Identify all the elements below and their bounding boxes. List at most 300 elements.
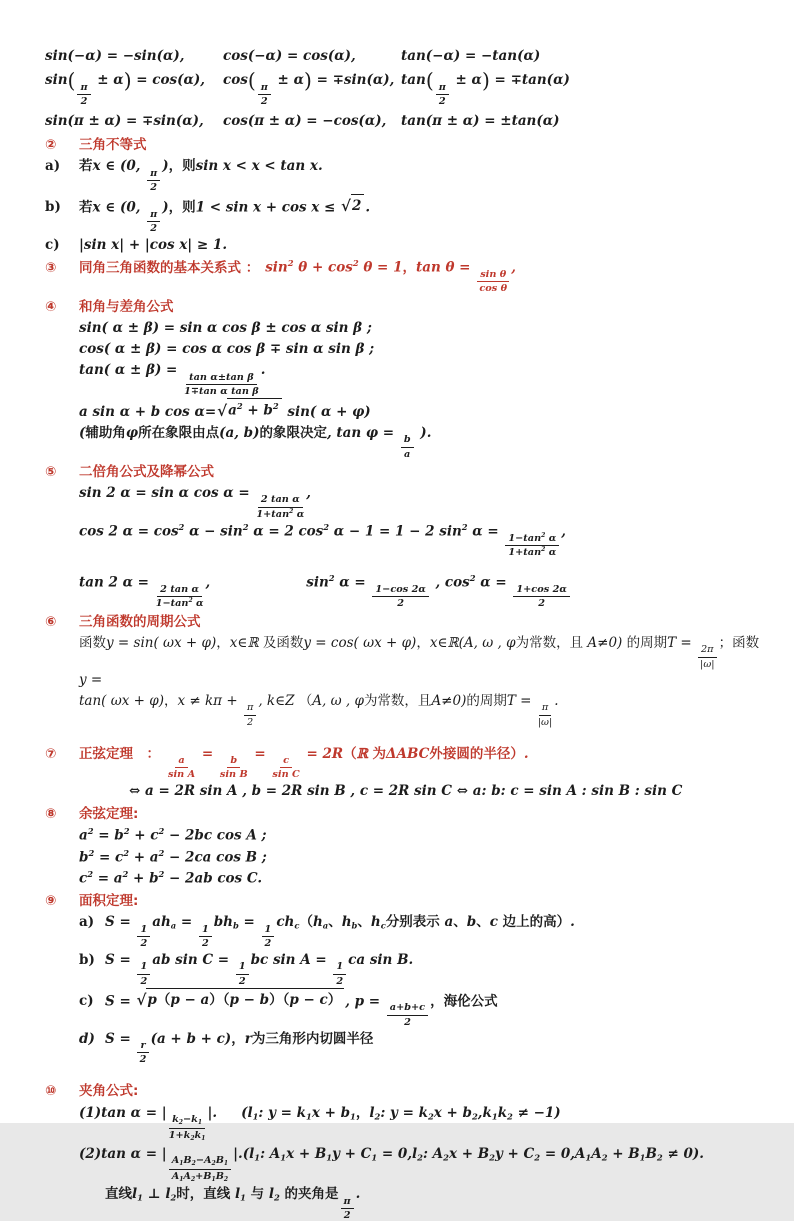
math-text: 2 tan α <box>160 584 200 596</box>
math-text: a <box>228 402 237 419</box>
math-text: sin(−α) = −sin(α), <box>45 48 185 64</box>
cjk-text: ， <box>216 635 230 652</box>
fraction <box>220 755 248 780</box>
math-text: 2 <box>443 1152 449 1163</box>
formula-line <box>45 156 764 193</box>
section-marker: ④ <box>45 298 57 315</box>
math-text: . <box>523 745 529 762</box>
math-text: 1 <box>254 1152 261 1163</box>
fraction <box>137 961 150 986</box>
math-text: 2 <box>351 198 362 215</box>
math-text: 1 <box>326 1152 333 1163</box>
math-text: x + B <box>448 1145 490 1162</box>
formula-line <box>45 235 764 255</box>
cjk-text: 的夹角是 <box>284 1186 339 1203</box>
section-body <box>79 483 764 610</box>
fraction <box>147 168 160 193</box>
math-text: sin 2 α = sin α cos α = <box>79 485 255 502</box>
math-text: 1 < sin x + cos x ≤ <box>195 199 341 216</box>
formula <box>79 633 764 690</box>
cjk-text: 若 <box>79 199 93 216</box>
math-text: 2 <box>323 521 330 532</box>
math-text: ,k <box>477 1104 492 1121</box>
section-heading <box>45 804 764 824</box>
math-text: b <box>79 849 89 866</box>
section-body <box>79 912 764 1065</box>
section-heading <box>45 1081 764 1101</box>
math-text: r <box>244 1030 252 1047</box>
cjk-text: 、 <box>357 914 371 931</box>
math-text: 2 <box>150 222 158 234</box>
fraction <box>77 82 90 107</box>
math-text: sin x < x < tan x. <box>195 158 323 175</box>
formula-line <box>79 360 764 397</box>
math-text: π <box>438 81 446 93</box>
item-label: b) <box>79 952 95 969</box>
math-text: , k∈Z <box>258 693 299 710</box>
math-text: α <box>192 598 204 610</box>
math-text: ( <box>79 425 86 442</box>
formula <box>79 572 764 609</box>
item-label: a) <box>79 914 95 931</box>
identity-formula: tan( $\frac{\pi}{2}$ ± α) = ∓tan(α) <box>401 68 570 107</box>
fraction <box>137 1040 148 1065</box>
math-text: S = <box>105 914 136 931</box>
math-text: 2 <box>538 598 545 610</box>
math-text: l <box>230 1186 241 1203</box>
fraction <box>401 434 414 459</box>
math-text: sin( α ± β) = sin α cos β ± cos α sin β ; <box>79 319 372 336</box>
math-text: = cos(α), <box>131 72 205 89</box>
formula-line <box>79 1103 764 1143</box>
math-text: , <box>205 574 211 591</box>
math-text: , cos <box>430 574 470 591</box>
math-text: tan( α ± β) = <box>79 362 183 379</box>
math-text: . <box>260 362 266 379</box>
item-label: a) <box>45 158 61 175</box>
math-text: 2π <box>701 644 714 656</box>
section-title: 三角函数的周期公式 <box>79 613 201 630</box>
math-text: 1 <box>252 1111 259 1122</box>
math-text: c <box>489 914 503 931</box>
math-text: a <box>322 920 329 931</box>
math-text: = b <box>93 827 124 844</box>
math-text: A≠0) <box>431 693 467 710</box>
formula <box>79 521 764 558</box>
math-text: : A <box>422 1145 444 1162</box>
fraction <box>256 494 304 520</box>
cjk-text: 、 <box>476 914 490 931</box>
section-title-formula <box>265 257 516 294</box>
section-marker: ⑧ <box>45 805 57 822</box>
cjk-text: （ <box>343 745 357 762</box>
math-text: 2 <box>417 1152 423 1163</box>
formula <box>105 1029 764 1066</box>
math-text: π <box>80 81 88 93</box>
math-text: 2 <box>140 975 148 987</box>
math-text: 1 <box>140 961 148 973</box>
math-text: p − c <box>289 991 328 1008</box>
math-text: 2 <box>461 521 468 532</box>
math-text: 1 <box>201 1134 206 1142</box>
formula <box>79 825 764 846</box>
math-text: 2 <box>87 825 94 836</box>
math-text: a <box>439 914 454 931</box>
math-text: h <box>341 914 352 931</box>
formula-line <box>79 825 764 846</box>
math-text: |ω| <box>700 658 715 670</box>
fraction <box>258 82 271 107</box>
math-text: ± α <box>272 72 304 89</box>
cjk-text: ， <box>231 1030 245 1047</box>
math-text: 1−cos 2α <box>375 584 426 596</box>
math-text: 2 <box>264 937 272 949</box>
math-text: y = cos( ωx + φ) <box>303 635 417 652</box>
cjk-text: ， <box>416 635 430 652</box>
math-text: sin <box>306 574 329 591</box>
math-text: |sin x| + |cos x| ≥ 1. <box>79 237 228 254</box>
math-text: b <box>230 755 238 767</box>
math-text: sin(π ± α) = ∓sin(α), <box>45 112 204 129</box>
math-text: A <box>591 1145 602 1162</box>
cjk-text: 、 <box>453 914 467 931</box>
math-text: 2 <box>191 1159 196 1167</box>
math-text: 2 <box>404 1016 411 1028</box>
math-text: ). <box>415 425 432 442</box>
cjk-text: ）（ <box>269 991 290 1008</box>
math-text: 2 <box>397 598 404 610</box>
math-text: cos θ <box>479 283 508 295</box>
math-text: + c <box>129 827 159 844</box>
cjk-text: 、 <box>328 914 342 931</box>
math-text: α − 1 = 1 − 2 sin <box>329 523 462 540</box>
math-text: sin <box>45 72 68 89</box>
math-text: B <box>183 1154 192 1166</box>
fraction <box>168 755 195 780</box>
math-text: , <box>306 485 311 502</box>
cjk-text: ） <box>327 991 342 1008</box>
formula <box>79 691 764 728</box>
fraction <box>137 924 150 949</box>
math-text: +B <box>195 1170 212 1182</box>
math-text: π <box>260 81 268 93</box>
math-text: 1 <box>179 1175 184 1183</box>
math-text: (a, b) <box>219 425 260 442</box>
math-text: 2 <box>656 1152 663 1163</box>
math-text: x ∈ (0, <box>92 199 146 216</box>
formula <box>79 423 764 460</box>
formula <box>129 781 764 801</box>
math-text: (a + b + c) <box>150 1030 232 1047</box>
section-marker: ③ <box>45 259 57 276</box>
identity-formula <box>223 111 401 131</box>
formula-line <box>79 521 764 558</box>
formula <box>79 847 764 868</box>
fraction <box>169 1155 231 1183</box>
formula-line <box>79 339 764 359</box>
math-text: sin C <box>272 769 300 781</box>
math-text: = <box>249 745 271 762</box>
formula-line <box>79 398 764 422</box>
math-text: . <box>570 914 575 931</box>
math-text: 2 <box>238 975 246 987</box>
math-text: c <box>380 920 386 931</box>
math-text: 2 <box>178 1118 183 1126</box>
math-text: π <box>541 702 549 714</box>
math-text: ca sin B. <box>348 952 414 969</box>
math-text: 1 <box>238 961 246 973</box>
fraction <box>513 584 569 609</box>
formula <box>105 950 764 987</box>
math-text: 1 <box>137 1192 143 1203</box>
formula <box>79 235 764 255</box>
formula-line <box>79 483 764 520</box>
math-text: = c <box>94 849 124 866</box>
math-text: 2 <box>139 1054 147 1066</box>
math-text: ah <box>152 914 171 931</box>
math-text: ± α <box>450 72 482 89</box>
math-text: ± α <box>92 72 124 89</box>
math-text: 2 <box>374 1111 381 1122</box>
fraction <box>477 269 509 294</box>
formula <box>79 483 764 520</box>
math-text: cos( α ± β) = cos α cos β ∓ sin α sin β ; <box>79 341 375 358</box>
cjk-text: 所在象限由点 <box>138 425 220 442</box>
cjk-text: 边上的高） <box>502 914 571 931</box>
section-title: 面积定理: <box>79 893 139 910</box>
section-6 <box>45 612 764 728</box>
math-text: + a <box>129 849 159 866</box>
section-marker: ⑥ <box>45 613 57 630</box>
section-7 <box>45 744 764 802</box>
math-text: 1 <box>371 1152 378 1163</box>
math-text: bc sin A = <box>250 952 332 969</box>
cjk-text: 为常数，且 <box>515 635 584 652</box>
math-text: A <box>171 1154 180 1166</box>
formula <box>79 868 764 889</box>
section-title: 二倍角公式及降幂公式 <box>79 463 214 480</box>
formula-line <box>79 423 764 460</box>
math-text: ⇔ a = 2R sin A , b = 2R sin B , c = 2R sin C ⇔ a: b: c = sin A : sin B : sin C <box>129 783 683 800</box>
math-text: b <box>466 914 477 931</box>
math-text: 1 <box>264 923 272 935</box>
cjk-text: 为三角形内切圆半径 <box>251 1030 374 1047</box>
math-text: α = 2 cos <box>248 523 324 540</box>
math-text: x + b <box>311 1104 351 1121</box>
identity-formula: cos( $\frac{\pi}{2}$ ± α) = ∓sin(α), <box>223 68 395 107</box>
math-text: 2 <box>87 869 94 880</box>
math-text: 2 <box>274 1192 280 1203</box>
math-text: y = <box>79 671 103 688</box>
item-label: c) <box>79 993 94 1010</box>
formula-line <box>45 194 764 234</box>
section-marker: ⑦ <box>45 745 57 762</box>
math-text: α = <box>334 574 371 591</box>
math-text: y + C <box>332 1145 372 1162</box>
math-text: l <box>264 1186 275 1203</box>
section-heading <box>45 257 764 294</box>
trig-identity-table <box>45 46 764 131</box>
math-text: 2 <box>328 573 335 584</box>
math-text: 1 <box>240 1192 246 1203</box>
math-text: k <box>194 1129 202 1141</box>
section-title: 正弦定理 ： <box>79 745 160 762</box>
math-text: sin <box>265 259 288 276</box>
math-text: 2 <box>541 531 546 539</box>
formula <box>79 318 764 338</box>
section-body <box>79 825 764 889</box>
math-text: 1 <box>211 1175 216 1183</box>
math-text: sin B <box>219 769 248 781</box>
cjk-text: 为 <box>372 745 387 762</box>
math-text: = <box>238 914 260 931</box>
fraction <box>147 209 160 234</box>
math-text: 2 <box>352 258 359 269</box>
math-text: 2 <box>469 573 476 584</box>
formula <box>79 398 764 422</box>
math-text: 2 <box>336 975 344 987</box>
math-text: , <box>561 523 566 540</box>
section-heading <box>45 744 764 781</box>
cjk-text: 辅助角 <box>85 425 126 442</box>
math-text: tan θ = <box>415 259 476 276</box>
math-text: + b <box>128 870 159 887</box>
math-text: 1+cos 2α <box>516 584 567 596</box>
math-text: π <box>150 167 158 179</box>
math-text: 1 <box>585 1152 592 1163</box>
section-body <box>79 633 764 728</box>
math-text: x ≠ kπ + <box>177 693 242 710</box>
fraction <box>169 1114 206 1142</box>
math-text: α <box>293 508 305 520</box>
math-text: cos(π ± α) = −cos(α), <box>223 112 387 129</box>
math-text: : A <box>260 1145 281 1162</box>
math-text: 1−tan <box>155 598 189 610</box>
cjk-text: ）（ <box>209 991 230 1008</box>
fraction <box>156 584 204 610</box>
cjk-text: ；函数 <box>718 635 760 652</box>
math-text: T = <box>506 693 536 710</box>
math-text: 1 <box>491 1111 498 1122</box>
math-text: 2 <box>170 1192 177 1203</box>
cjk-text: 函数 <box>79 635 106 652</box>
math-text: : y = k <box>380 1104 428 1121</box>
math-text: 1 <box>179 1159 184 1167</box>
math-text: tan(π ± α) = ±tan(α) <box>401 112 560 129</box>
math-text: (2)tan α = | <box>79 1145 167 1162</box>
math-text: r <box>140 1040 146 1052</box>
cjk-text: 直线 <box>105 1186 132 1203</box>
math-text: + B <box>607 1145 640 1162</box>
math-text: c <box>294 920 300 931</box>
math-text: 2 <box>223 1175 229 1183</box>
math-text: 1 <box>336 961 344 973</box>
math-text: 2 <box>601 1152 608 1163</box>
formula <box>79 360 764 397</box>
math-text: = a <box>93 870 123 887</box>
section-body <box>79 781 764 801</box>
math-text: 2 <box>158 825 165 836</box>
cjk-text: （ <box>299 914 313 931</box>
formula <box>105 1184 764 1221</box>
section-heading <box>45 297 764 317</box>
math-text: . <box>365 199 371 216</box>
math-text: π <box>246 702 254 714</box>
fraction <box>244 702 256 727</box>
math-text: 2 <box>438 95 446 107</box>
square-root: √ 2 <box>341 194 364 216</box>
math-text: A <box>171 1170 180 1182</box>
identity-formula <box>223 46 401 66</box>
math-text: φ <box>125 425 139 442</box>
math-text: = 0,A <box>540 1145 586 1162</box>
math-text: 2 <box>242 521 249 532</box>
formula-line <box>79 1144 764 1184</box>
math-text: bh <box>213 914 233 931</box>
fraction <box>262 924 275 949</box>
formula-line <box>79 691 764 728</box>
math-text: p − a <box>170 991 210 1008</box>
math-text: ch <box>276 914 295 931</box>
math-text: ) <box>162 158 169 175</box>
math-text: . <box>554 693 559 710</box>
math-text: − 2ab cos C. <box>164 870 263 887</box>
cjk-text: 若 <box>79 158 93 175</box>
math-text: 2 <box>123 825 130 836</box>
section-marker: ⑩ <box>45 1083 57 1100</box>
math-text: b <box>351 920 358 931</box>
section-body <box>45 156 764 255</box>
math-text: 1 <box>201 923 209 935</box>
math-text: = 2R <box>301 745 344 762</box>
formula <box>105 912 764 949</box>
math-text: |. <box>207 1104 218 1121</box>
math-text: |ω| <box>537 716 553 728</box>
cjk-text: 外接圆的半径） <box>429 745 524 762</box>
math-text: 2 <box>188 597 193 605</box>
formula <box>79 1103 764 1143</box>
math-text: tan( ωx + φ) <box>79 693 164 710</box>
math-text: α − sin <box>184 523 243 540</box>
math-text: 2 tan α <box>260 494 300 506</box>
section-title: 三角不等式 <box>79 137 147 154</box>
math-text: θ = 1 <box>358 259 403 276</box>
math-text: , p = <box>345 993 385 1010</box>
math-text: sin θ <box>480 269 507 281</box>
math-text: 2 <box>260 95 268 107</box>
section-5 <box>45 462 764 610</box>
cjk-text: （ <box>156 991 171 1008</box>
math-text: tan 2 α = <box>79 574 154 591</box>
math-text: B <box>645 1145 657 1162</box>
square-root: √ p（p − a）（p − b）（p − c） <box>136 988 344 1010</box>
math-text: y = sin( ωx + φ) <box>106 635 217 652</box>
math-text: tan <box>401 72 426 89</box>
cjk-text: 为常数，且 <box>363 693 432 710</box>
math-text: 1+k <box>168 1129 191 1141</box>
math-text: α = <box>475 574 512 591</box>
math-text: a <box>404 448 411 460</box>
math-text: 2 <box>88 847 95 858</box>
formula-line <box>79 868 764 889</box>
math-text: α <box>545 547 557 559</box>
math-text: −A <box>195 1154 212 1166</box>
fraction <box>372 584 428 609</box>
sections-container <box>45 135 764 1221</box>
math-text: ab sin C = <box>152 952 234 969</box>
math-text: |.(l <box>233 1145 255 1162</box>
math-text: = <box>197 745 218 762</box>
